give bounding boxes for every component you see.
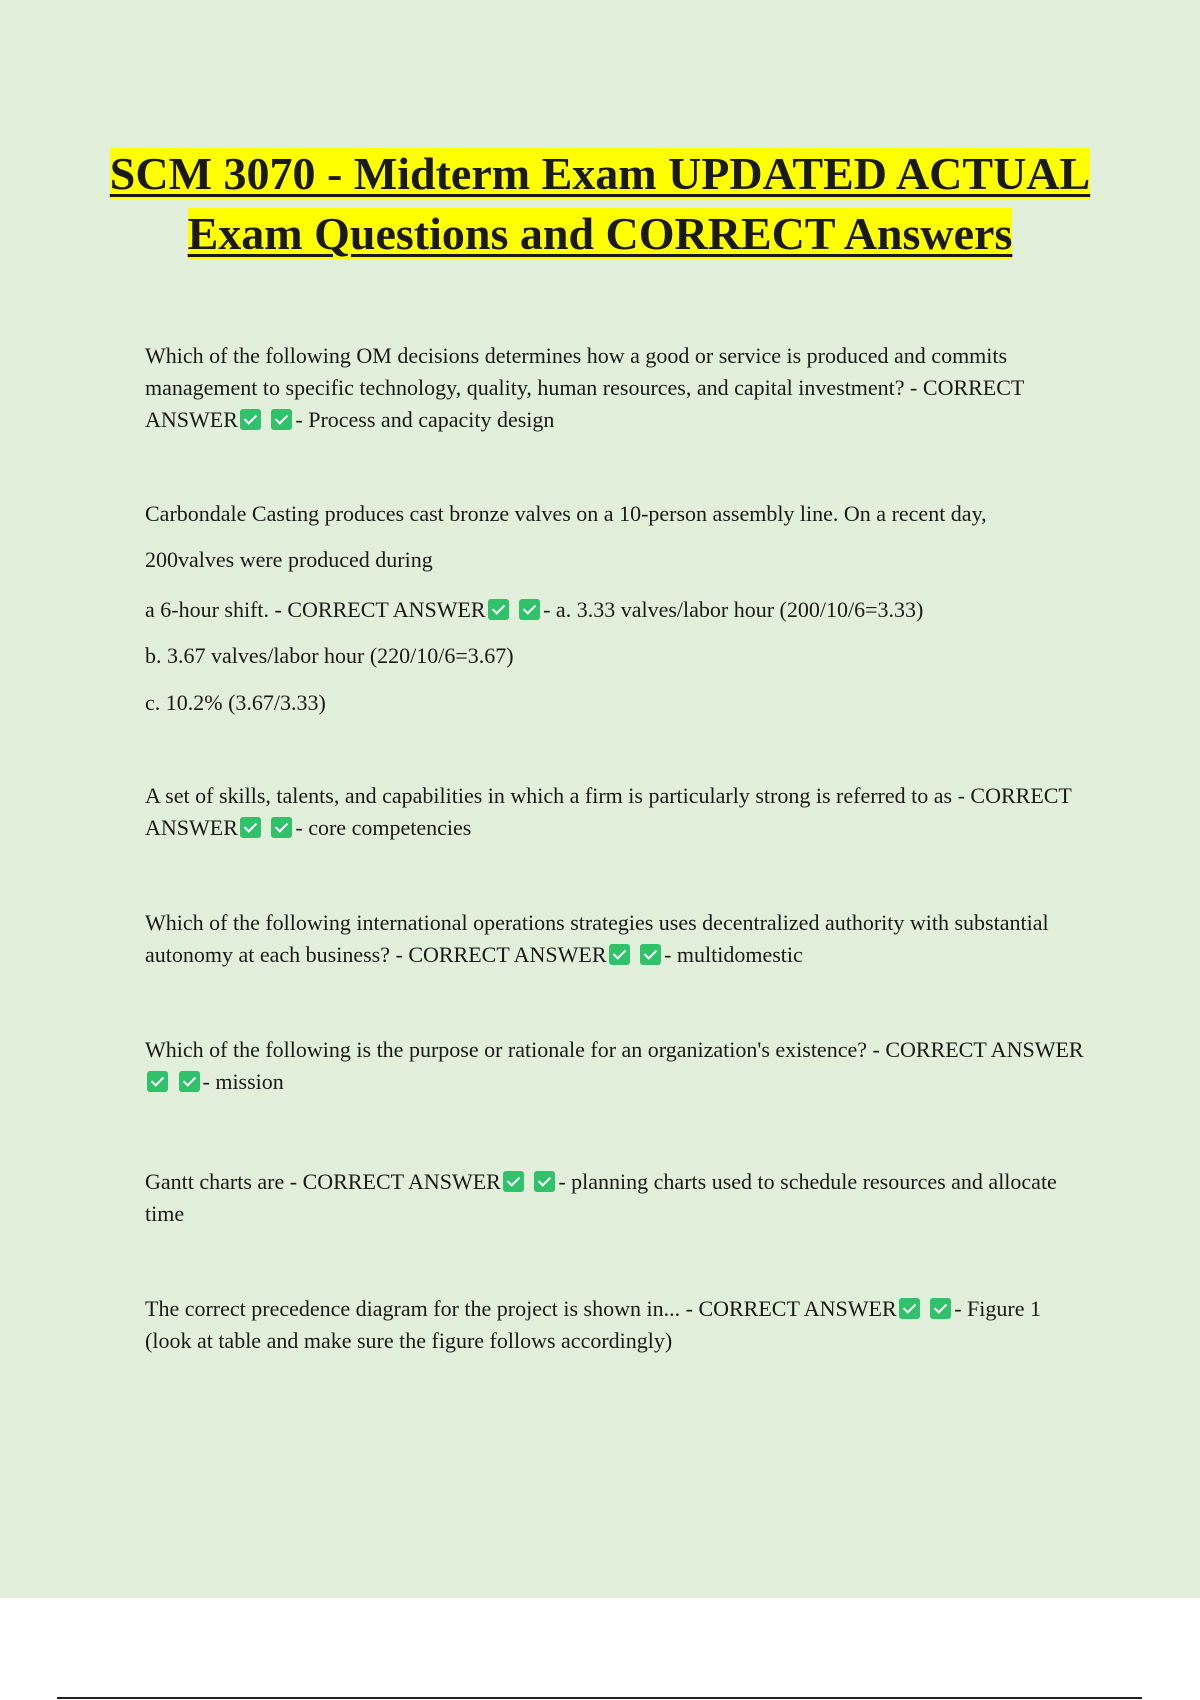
answer-marker: CORRECT ANSWER bbox=[145, 783, 1072, 840]
check-box-icon bbox=[899, 1298, 920, 1319]
answer-line: b. 3.67 valves/labor hour (220/10/6=3.67) bbox=[145, 643, 514, 668]
answer-marker: CORRECT ANSWER bbox=[698, 1296, 897, 1321]
question-text: a 6-hour shift. - bbox=[145, 597, 282, 622]
answer-marker: CORRECT ANSWER bbox=[885, 1037, 1084, 1062]
answer-marker: CORRECT ANSWER bbox=[145, 375, 1024, 432]
document-title: SCM 3070 - Midterm Exam UPDATED ACTUAL Exam Questions and CORRECT Answers bbox=[109, 148, 1091, 259]
check-box-icon bbox=[240, 409, 261, 430]
footer-divider bbox=[57, 1697, 1142, 1699]
check-box-icon bbox=[503, 1171, 524, 1192]
check-box-icon bbox=[271, 409, 292, 430]
answer-text: - multidomestic bbox=[664, 942, 803, 967]
check-box-icon bbox=[640, 944, 661, 965]
check-box-icon bbox=[488, 599, 509, 620]
question-text: Which of the following international operations strategies uses decentralized authority with substantial autonomy at each business? - bbox=[145, 910, 1049, 967]
answer-text: - planning charts used to schedule resources and allocate time bbox=[145, 1169, 1057, 1226]
question-text: A set of skills, talents, and capabilities in which a firm is particularly strong is referred to as - bbox=[145, 783, 965, 808]
question-text: The correct precedence diagram for the project is shown in... - bbox=[145, 1296, 693, 1321]
answer-line: c. 10.2% (3.67/3.33) bbox=[145, 690, 326, 715]
answer-text: - a. 3.33 valves/labor hour (200/10/6=3.33) bbox=[543, 597, 924, 622]
qa-item-6 bbox=[145, 1166, 1090, 1230]
answer-text: - mission bbox=[202, 1069, 284, 1094]
check-box-icon bbox=[147, 1071, 168, 1092]
qa-item-1 bbox=[145, 340, 1090, 436]
qa-item-7 bbox=[145, 1293, 1090, 1357]
check-box-icon bbox=[609, 944, 630, 965]
check-box-icon bbox=[534, 1171, 555, 1192]
answer-text: - core competencies bbox=[295, 815, 472, 840]
qa-item-4 bbox=[145, 907, 1090, 971]
question-line bbox=[145, 594, 1090, 626]
question-line: 200valves were produced during bbox=[145, 547, 433, 572]
answer-marker: CORRECT ANSWER bbox=[408, 942, 607, 967]
qa-item-5 bbox=[145, 1034, 1090, 1098]
question-text: Which of the following OM decisions determines how a good or service is produced and commits management to specific technology, quality, human resources, and capital investment? - bbox=[145, 343, 1008, 400]
check-box-icon bbox=[179, 1071, 200, 1092]
question-line: Carbondale Casting produces cast bronze valves on a 10-person assembly line. On a recent day, bbox=[145, 501, 987, 526]
check-box-icon bbox=[271, 817, 292, 838]
answer-marker: CORRECT ANSWER bbox=[287, 597, 486, 622]
check-box-icon bbox=[930, 1298, 951, 1319]
answer-text: - Figure 1 (look at table and make sure the figure follows accordingly) bbox=[145, 1296, 1041, 1353]
answer-text: - Process and capacity design bbox=[295, 407, 555, 432]
question-text: Gantt charts are - bbox=[145, 1169, 298, 1194]
question-text: Which of the following is the purpose or rationale for an organization's existence? - bbox=[145, 1037, 880, 1062]
qa-item-3 bbox=[145, 780, 1090, 844]
check-box-icon bbox=[240, 817, 261, 838]
answer-marker: CORRECT ANSWER bbox=[302, 1169, 501, 1194]
check-box-icon bbox=[519, 599, 540, 620]
